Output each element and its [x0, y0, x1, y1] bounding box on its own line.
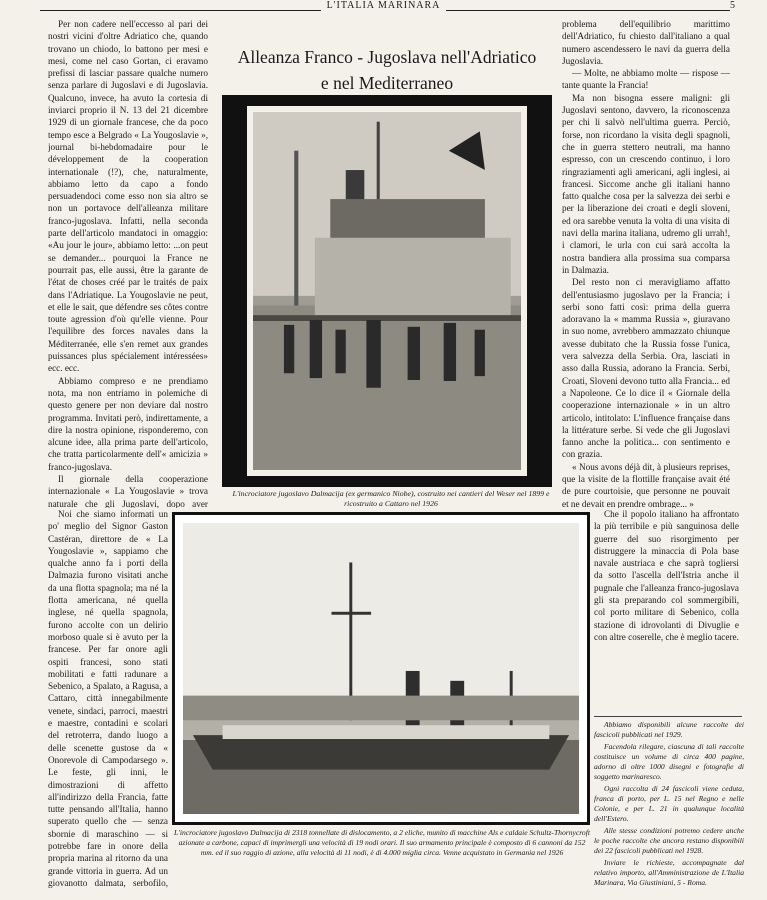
- photo-caption-2: L'incrociatore jugoslavo Dalmacija di 2318 tonnellate di dislocamento, a 2 eliche, munito di macchine Als e caldaie Schultz-Thornycroft azionate a carbone, capaci di imprimergli una velocità di 19 nodi orari. Il suo armamento principale è composto di 6 cannoni da 152 mm. ed il suo raggio di azione, alla velocità di 11 nodi, è di 4.000 miglia circa. Venne acquistato in Germania nel 1926: [174, 828, 590, 857]
- right-paragraph-4: Del resto non ci meravigliamo affatto dell'entusiasmo jugoslavo per la Francia; i serbi sono fatti così: prima della guerra adoravano la « mamma Russia », giuravano in suo nome, avrebbero ammazzato chiunque avesse dubitato che la Russia fosse l'unica, vera salvezza della Serbia. Ora, lasciati in asso dalla Russia, adorano la Francia. Serbi, Croati, Sloveni devono tutto alla Francia... ed a Napoleone. Ce lo dice il « Giornale della cooperazione internazionale » in un altro articolo, intitolato: L'influence française dans la littérature serbe. Si vede che gli Jugoslavi fanno anche la politica... con sentimento e con grazia.: [562, 277, 730, 460]
- article-title: [214, 44, 560, 96]
- right-column: [562, 18, 730, 508]
- notice-paragraph-2: Facendola rilegare, ciascuna di tali raccolte costituisce un volume di circa 400 pagine, adorno di oltre 1000 disegni e fotografie di soggetto marinaresco.: [594, 742, 744, 781]
- photo-mat-1: [247, 106, 527, 476]
- article-title-line-1: Alleanza Franco - Jugoslava nell'Adriatico: [237, 47, 537, 67]
- photo-frame-1: [222, 95, 552, 487]
- header-title: [0, 0, 767, 11]
- notice-paragraph-4: Alle stesse condizioni potremo cedere anche le poche raccolte che ancora restano disponibili dei 22 fascicoli pubblicati nel 1928.: [594, 826, 744, 855]
- left-paragraph-3: Il giornale della cooperazione internazionale « La Yougoslavie » trova naturale che gli Jugoslavi, dopo aver: [48, 473, 208, 508]
- left-paragraph-1: Per non cadere nell'eccesso al pari dei nostri vicini d'oltre Adriatico che, quando trovano un chiodo, lo battono per mesi e mesi, come nel caso Gortan, ci eravamo prefissi di lasciar passare qualche numero senza parlare di Jugoslavi e di Jugoslavia. Qualcuno, invece, ha avuto la cortesia di inviarci proprio il N. 13 del 21 dicembre 1929 di un giornale francese, che da poco tempo esce a Belgrado « La Yougoslavie », journal bi-hebdomadaire pour le développement de la cooperation internationale (!?), che, naturalmente, abbiamo letto da capo a fondo persuadendoci come esso non sia altro se non un portavoce dell'alleanza militare franco-jugoslava. Infatti, nella seconda parte dell'articolo mandatoci in omaggio: «Au jour le jour», abbiamo letto: ...on peut se demander... pourquoi la France ne pourrait pas, elle aussi, être la garante de l'état de choses créé par le traités de paix dans l'Adriatique. La Yougoslavie ne peut, et elle le sait, que défendre ses côtes contre toute agression d'où qu'elle vienne. Pour l'equilibre des forces navales dans la Méditerranée, elle s'en remet aux grandes puissances plus spécialement intéressées» ecc. ecc.: [48, 19, 208, 374]
- subscription-notice: [594, 720, 744, 890]
- left-paragraph-2: Abbiamo compreso e ne prendiamo nota, ma non entriamo in polemiche di questo genere per non deviare dal nostro programma. Invitati però, indirettamente, a dire la nostra opinione, risponderemo, con alcune idee, alla prima parte dell'articolo, che tratta particolarmente dell'« amicizia » franco-jugoslava.: [48, 375, 208, 472]
- left-column: [48, 18, 208, 508]
- left-narrow-column: [48, 508, 168, 888]
- cruiser-dock-illustration: [253, 112, 521, 470]
- cruiser-harbor-photo: [183, 523, 579, 814]
- photo-caption-1: L'incrociatore jugoslavo Dalmacija (ex germanico Niobe), costruito nei cantieri del Weser nel 1899 e ricostruito a Cattaro nel 1926: [232, 489, 550, 508]
- right-paragraph-2: — Molte, ne abbiamo molte — rispose — tante quante la Francia!: [562, 68, 730, 91]
- cruiser-dock-photo: [253, 112, 521, 470]
- right-narrow-paragraph: Che il popolo italiano ha affrontato la più terribile e più sanguinosa delle guerre del suo risorgimento per distruggere la minaccia di Pola base navale austriaca e che saprà togliersi da sotto l'ascella dell'Istria anche il pugnale che l'alleanza franco-jugoslava gli sta preparando col sommergibili, col porto militare di Sebenico, colla stazione di idrovolanti di Divuglie e con altre coserelle, che è meglio tacere.: [594, 509, 739, 642]
- right-paragraph-1: problema dell'equilibrio marittimo dell'Adriatico, fu chiesto dall'italiano a qual numero ascendessero le navi da guerra della Jugoslavia.: [562, 19, 730, 66]
- magazine-name: L'ITALIA MARINARA: [321, 0, 447, 11]
- notice-paragraph-1: Abbiamo disponibili alcune raccolte dei fascicoli pubblicati nel 1929.: [594, 720, 744, 739]
- left-narrow-paragraph: Noi che siamo informati un po' meglio del Signor Gaston Castéran, direttore de « La Yougoslavie », sappiamo che qualche anno fa i porti della Dalmazia furono visitati anche da una flotta spagnola; ma né la flotta americana, né quella inglese, né quella spagnola, furono accolte con un delirio morboso quale si è avuto per la francese. Per far onore agli ospiti francesi, sono stati mobilitati e fatti radunare a Sebenico, a Spalato, a Ragusa, a Cattaro, città innegabilmente venete, sindaci, parroci, maestri e maestre, contadini e scolari del retroterra, dando luogo a delle scenette gustose da « Onorevole di Campodarsego ». Le feste, gli inni, le dimostrazioni di affetto all'indirizzo della Francia, fatte tutte pensando all'Italia, hanno superato quello che — senza sbornie di maraschino — si potrebbe fare in onore della propria marina al ritorno da una grande vittoria in guerra. Ad un giovanotto dalmata, serbofilo,: [48, 509, 168, 888]
- notice-paragraph-5: Inviare le richieste, accompagnate dal relativo importo, all'Amministrazione de L'Italia Marinara, Via Giustiniani, 5 - Roma.: [594, 858, 744, 887]
- notice-paragraph-3: Ogni raccolta di 24 fascicoli viene ceduta, franca di porto, per L. 15 nel Regno e nelle Colonie, e per L. 21 in qualunque località dell'Estero.: [594, 784, 744, 823]
- article-title-line-2: e nel Mediterraneo: [320, 73, 454, 93]
- right-narrow-column: [594, 508, 739, 643]
- page-number: 5: [730, 0, 735, 11]
- right-paragraph-5: « Nous avons déjà dit, à plusieurs reprises, que la visite de la flottille française avait été de pure courtoisie, que personne ne pouvait et ne devait en prendre ombrage... »: [562, 461, 730, 508]
- right-paragraph-3: Ma non bisogna essere maligni: gli Jugoslavi sentono, davvero, la riconoscenza per chi li salvò nell'ultima guerra. Perciò, forse, non ricordano la visita degli spagnoli, che in guerra stettero neutrali, ma hanno espresso, con un crescendo continuo, i loro ringraziamenti agli americani, agli inglesi, ai francesi. Siccome anche gli italiani hanno fatto qualche cosa per la salvezza dei serbi e per la liberazione dei croati e degli sloveni, ed ora sarebbe venuta la volta di una visita di navi della marina italiana, udremo gli urrah!, i clamori, le urla con cui sarà accolta la nostra bandiera alla prossima sua comparsa in Dalmazia.: [562, 92, 730, 275]
- cruiser-harbor-illustration: [183, 523, 579, 814]
- photo-frame-2: [172, 512, 590, 825]
- notice-rule: [594, 716, 742, 717]
